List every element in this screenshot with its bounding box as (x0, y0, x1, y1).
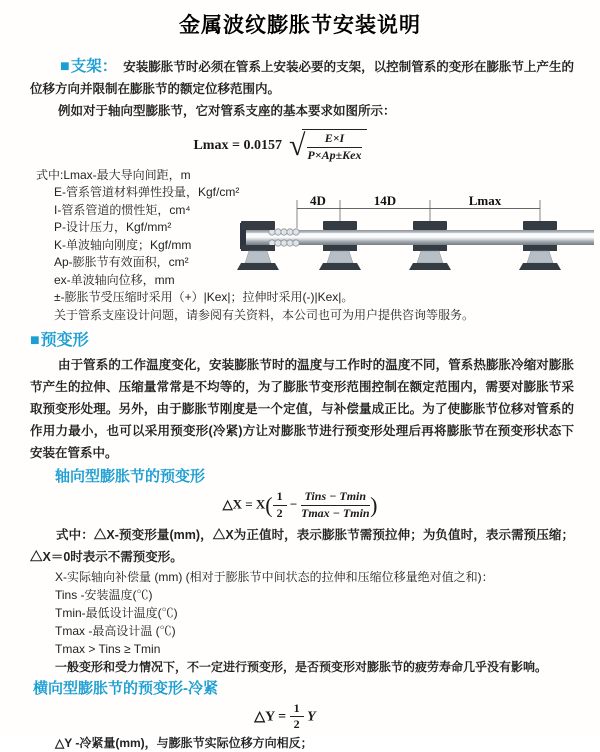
variable-line: Tmin-最低设计温度(℃) (55, 605, 178, 620)
lmax-fraction-denominator: P×Ap±Kex (307, 147, 362, 162)
dimension-label-14d: 14D (373, 193, 397, 208)
definition-line: ex-单波轴向位移，mm (54, 272, 175, 287)
pipe-support (409, 221, 451, 270)
lateral-explanation-line: △Y -冷紧量(mm)，与膨胀节实际位移方向相反； (55, 736, 313, 751)
definition-line: Ap-膨胀节有效面积，cm² (54, 255, 189, 270)
close-paren: ) (370, 492, 378, 518)
lmax-formula-lhs: Lmax = 0.0157 (193, 138, 282, 154)
predeform-paragraph: 由于管系的工作温度变化，安装膨胀节时的温度与工作时的温度不同，管系热膨胀冷缩对膨胀节产生的拉伸、压缩量常常是不均等的，为了膨胀节变形范围控制在额定范围内，需要对膨胀节采取预变形处理。另外，由于膨胀节刚度是一个定值，与补偿量成正比。为了使膨胀节位移对管系的作用力最小，也可以采用预变形(冷紧)方让对膨胀节进行预变形处理后再将膨胀节在预变形状态下安装在管系中。 (30, 358, 574, 461)
lateral-half-numerator: 1 (290, 702, 304, 718)
lateral-sub-heading: 横向型膨胀节的预变形-冷紧 (33, 679, 218, 697)
support-paragraph-2: 例如对于轴向型膨胀节，它对管系支座的基本要求如图所示： (58, 104, 396, 118)
lateral-half-denominator: 2 (293, 717, 300, 732)
axial-variable-list (55, 568, 600, 676)
predeform-heading-text: 预变形 (40, 332, 89, 350)
lateral-formula-lhs: △Y = (254, 709, 287, 725)
definition-line: E-管系管道材料弹性投量，Kgf/cm² (54, 185, 240, 200)
variable-line: Tmax > Tins ≥ Tmin (55, 641, 161, 656)
pipe-support (519, 221, 561, 270)
variable-line: 一般变形和受力情况下，不一定进行预变形，是否预变形对膨胀节的疲劳寿命几乎没有影响。 (55, 659, 548, 674)
variable-line: Tins -安装温度(℃) (55, 587, 153, 602)
open-paren: ( (265, 492, 273, 518)
support-paragraph-1-text: 安装膨胀节时必须在管系上安装必要的支架，以控制管系的变形在膨胀节上产生的位移方向并限制在膨胀节的额定位移范围内。 (30, 60, 574, 96)
half-denominator: 2 (276, 505, 283, 520)
definition-line: 关于管系支座设计问题，请参阅有关资料，本公司也可为用户提供咨询等服务。 (54, 307, 475, 322)
support-paragraph-1 (30, 56, 574, 100)
axial-formula-lhs: △X = X (222, 496, 266, 512)
dimension-label-4d: 4D (310, 193, 326, 208)
lmax-formula (0, 129, 560, 163)
definition-line: P-设计压力，Kgf/mm² (54, 220, 172, 235)
variable-line: X-实际轴向补偿量 (mm) (相对于膨胀节中间状态的拉伸和压缩位移量绝对值之和)： (55, 569, 494, 584)
page-title: 金属波纹膨胀节安装说明 (179, 14, 421, 37)
definition-line: 式中:Lmax-最大导向间距，m (36, 167, 191, 182)
lmax-fraction-numerator: E×I (307, 132, 361, 148)
sqrt-symbol: √ (288, 128, 306, 162)
predeform-section-heading (30, 331, 600, 351)
definition-line: ±-膨胀节受压缩时采用（+）|Kex|；拉伸时采用(-)|Kex|。 (54, 290, 354, 305)
minus-sign: − (289, 496, 298, 512)
pipe-support (319, 221, 361, 270)
axial-sub-heading: 轴向型膨胀节的预变形 (55, 468, 206, 486)
definition-line: I-管系管道的惯性矩，cm⁴ (54, 202, 191, 217)
variable-line: Tmax -最高设计温 (℃) (55, 623, 176, 638)
section-square-icon: ■ (30, 332, 40, 350)
pipe-support-diagram (240, 192, 600, 292)
support-section-heading: 支架： (70, 58, 118, 75)
temp-fraction-numerator: Tins − Tmin (301, 490, 371, 506)
section-square-icon: ■ (60, 58, 70, 75)
axial-formula (0, 490, 600, 521)
pipe-support (237, 221, 279, 270)
definition-line: K-单波轴向刚度；Kgf/mm (54, 237, 192, 252)
dimension-label-lmax: Lmax (468, 193, 502, 208)
axial-explanation-paragraph: 式中：△X-预变形量(mm)，△X为正值时，表示膨胀节需预拉伸；为负值时，表示需预压缩；△X＝0时表示不需预变形。 (30, 527, 574, 564)
lateral-formula-rhs: Y (307, 709, 316, 725)
half-numerator: 1 (273, 490, 287, 506)
lateral-formula (0, 702, 570, 733)
lmax-radicand (302, 129, 366, 163)
temp-fraction-denominator: Tmax − Tmin (301, 505, 370, 520)
